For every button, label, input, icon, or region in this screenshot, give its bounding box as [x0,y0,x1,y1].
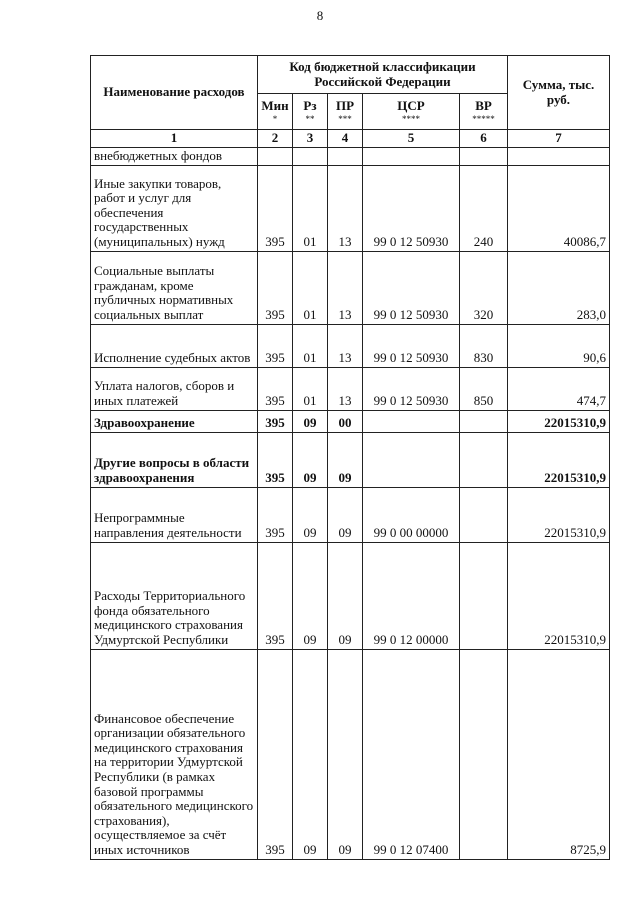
cell-pr: 13 [328,251,363,324]
cell-sum: 22015310,9 [508,410,610,432]
cell-vr: 830 [460,324,508,367]
cell-name: Уплата налогов, сборов и иных платежей [91,367,258,410]
cell-rz: 01 [293,165,328,251]
cell-pr: 09 [328,432,363,487]
header-name: Наименование расходов [91,56,258,130]
table-row [91,649,610,859]
cell-csr: 99 0 12 00000 [363,542,460,649]
cell-sum: 283,0 [508,251,610,324]
cell-vr [460,649,508,859]
cell-vr [460,432,508,487]
table-row [91,147,610,165]
column-number: 2 [258,130,293,148]
cell-sum: 8725,9 [508,649,610,859]
column-number: 5 [363,130,460,148]
cell-rz: 09 [293,649,328,859]
cell-name: Здравоохранение [91,410,258,432]
cell-vr [460,410,508,432]
cell-csr: 99 0 00 00000 [363,487,460,542]
cell-csr [363,410,460,432]
page-number: 8 [316,8,324,23]
cell-name: Расходы Территориального фонда обязательного медицинского страхования Удмуртской Республики [91,542,258,649]
cell-min: 395 [258,410,293,432]
cell-csr: 99 0 12 07400 [363,649,460,859]
cell-rz: 01 [293,251,328,324]
cell-rz: 01 [293,324,328,367]
column-number: 6 [460,130,508,148]
cell-vr: 240 [460,165,508,251]
cell-pr: 00 [328,410,363,432]
cell-min: 395 [258,542,293,649]
cell-pr: 13 [328,165,363,251]
cell-name: Исполнение судебных актов [91,324,258,367]
cell-rz [293,147,328,165]
cell-rz: 09 [293,487,328,542]
cell-vr [460,147,508,165]
cell-min: 395 [258,487,293,542]
cell-pr: 09 [328,542,363,649]
header-csr: ЦСР **** [363,94,460,130]
header-code-group: Код бюджетной классификации Российской Федерации [258,56,508,94]
cell-min: 395 [258,649,293,859]
table-row [91,487,610,542]
cell-sum: 90,6 [508,324,610,367]
header-pr: ПР *** [328,94,363,130]
cell-min: 395 [258,432,293,487]
cell-sum: 474,7 [508,367,610,410]
cell-sum [508,147,610,165]
cell-sum: 22015310,9 [508,432,610,487]
cell-min: 395 [258,165,293,251]
cell-csr: 99 0 12 50930 [363,165,460,251]
cell-name: Социальные выплаты гражданам, кроме публичных нормативных социальных выплат [91,251,258,324]
cell-sum: 22015310,9 [508,542,610,649]
cell-vr: 850 [460,367,508,410]
column-number: 3 [293,130,328,148]
cell-vr [460,487,508,542]
cell-csr: 99 0 12 50930 [363,251,460,324]
cell-rz: 09 [293,542,328,649]
cell-rz: 09 [293,410,328,432]
column-number: 7 [508,130,610,148]
table-body [91,147,610,859]
cell-csr [363,147,460,165]
header-vr: ВР ***** [460,94,508,130]
cell-min: 395 [258,251,293,324]
header-sum: Сумма, тыс. руб. [508,56,610,130]
cell-pr: 09 [328,649,363,859]
cell-sum: 22015310,9 [508,487,610,542]
cell-min [258,147,293,165]
cell-rz: 01 [293,367,328,410]
cell-name: внебюджетных фондов [91,147,258,165]
header-min: Мин * [258,94,293,130]
column-number-row [91,130,610,148]
cell-name: Непрограммные направления деятельности [91,487,258,542]
table-row [91,410,610,432]
table-row [91,324,610,367]
cell-sum: 40086,7 [508,165,610,251]
table-row [91,251,610,324]
cell-pr: 13 [328,324,363,367]
cell-vr: 320 [460,251,508,324]
cell-rz: 09 [293,432,328,487]
cell-name: Финансовое обеспечение организации обязательного медицинского страхования на территории Удмуртской Республики (в рамках базовой программы обязательного медицинского страхования), осуществляемое за счёт иных источников [91,649,258,859]
column-number: 4 [328,130,363,148]
cell-name: Другие вопросы в области здравоохранения [91,432,258,487]
table-row [91,367,610,410]
header-rz: Рз ** [293,94,328,130]
cell-pr [328,147,363,165]
table-row [91,542,610,649]
table-row [91,432,610,487]
table-row [91,165,610,251]
cell-name: Иные закупки товаров, работ и услуг для обеспечения государственных (муниципальных) нужд [91,165,258,251]
cell-csr [363,432,460,487]
cell-csr: 99 0 12 50930 [363,324,460,367]
cell-min: 395 [258,367,293,410]
cell-pr: 09 [328,487,363,542]
cell-vr [460,542,508,649]
cell-min: 395 [258,324,293,367]
cell-csr: 99 0 12 50930 [363,367,460,410]
column-number: 1 [91,130,258,148]
cell-pr: 13 [328,367,363,410]
budget-table [90,55,610,860]
